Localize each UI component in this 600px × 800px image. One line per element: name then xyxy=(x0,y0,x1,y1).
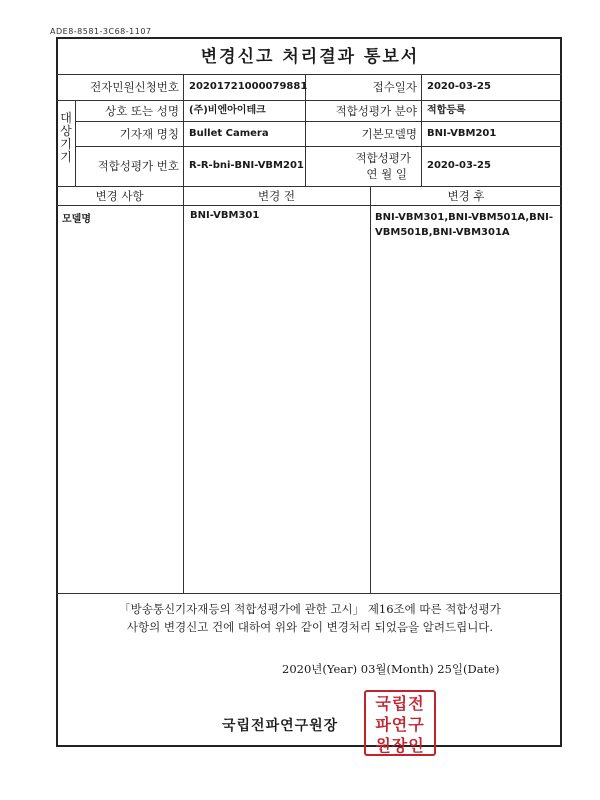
receipt-date-label: 접수일자 xyxy=(372,80,417,94)
notice-line-1: 「방송통신기자재등의 적합성평가에 관한 고시」 제16조에 따른 적합성평가 xyxy=(119,602,501,616)
cert-date-value: 2020-03-25 xyxy=(427,160,491,171)
base-model-value: BNI-VBM201 xyxy=(427,127,497,139)
column-divider xyxy=(370,186,371,593)
application-no-label: 전자민원신청번호 xyxy=(90,80,179,94)
document-code: ADE8-8581-3C68-1107 xyxy=(50,27,152,36)
cert-date-label-line2: 연 월 일 xyxy=(366,167,407,181)
notice-line-2: 사항의 변경신고 건에 대하여 위와 같이 변경처리 되었음을 알려드립니다. xyxy=(126,620,494,634)
row-divider xyxy=(56,205,562,206)
seal-text: 국립전파연구원장인 xyxy=(375,694,425,755)
before-value: BNI-VBM301 xyxy=(190,210,260,221)
after-value: BNI-VBM301,BNI-VBM501A,BNI-VBM501B,BNI-VBM301A xyxy=(375,212,554,238)
equipment-name-label: 기자재 명칭 xyxy=(119,126,179,141)
application-no-value: 20201721000079881 xyxy=(189,81,308,92)
before-header: 변경 전 xyxy=(258,188,295,203)
base-model-label: 기본모델명 xyxy=(361,126,417,141)
company-label: 상호 또는 성명 xyxy=(105,103,179,118)
official-seal xyxy=(364,690,436,756)
cert-no-label: 적합성평가 번호 xyxy=(97,159,179,173)
cert-date-label xyxy=(305,150,421,182)
receipt-date-value: 2020-03-25 xyxy=(427,81,491,92)
target-equipment-label: 대상기기 xyxy=(60,111,72,164)
company-value: (주)비엔아이테크 xyxy=(189,104,266,116)
row-divider xyxy=(56,593,562,594)
equipment-name-value: Bullet Camera xyxy=(189,127,269,139)
document-title: 변경신고 처리결과 통보서 xyxy=(200,47,420,67)
cert-field-value: 적합등록 xyxy=(427,104,466,116)
cert-date-label-line1: 적합성평가 xyxy=(355,151,411,165)
cert-no-value: R-R-bni-BNI-VBM201 xyxy=(189,160,304,171)
after-header: 변경 후 xyxy=(447,188,485,203)
cert-field-label: 적합성평가 분야 xyxy=(335,103,417,118)
change-item-header: 변경 사항 xyxy=(95,188,144,203)
issue-date: 2020년(Year) 03월(Month) 25일(Date) xyxy=(282,662,500,676)
issuer-name: 국립전파연구원장 xyxy=(222,718,339,734)
change-item-value: 모델명 xyxy=(62,214,91,225)
notice-text xyxy=(70,600,550,636)
